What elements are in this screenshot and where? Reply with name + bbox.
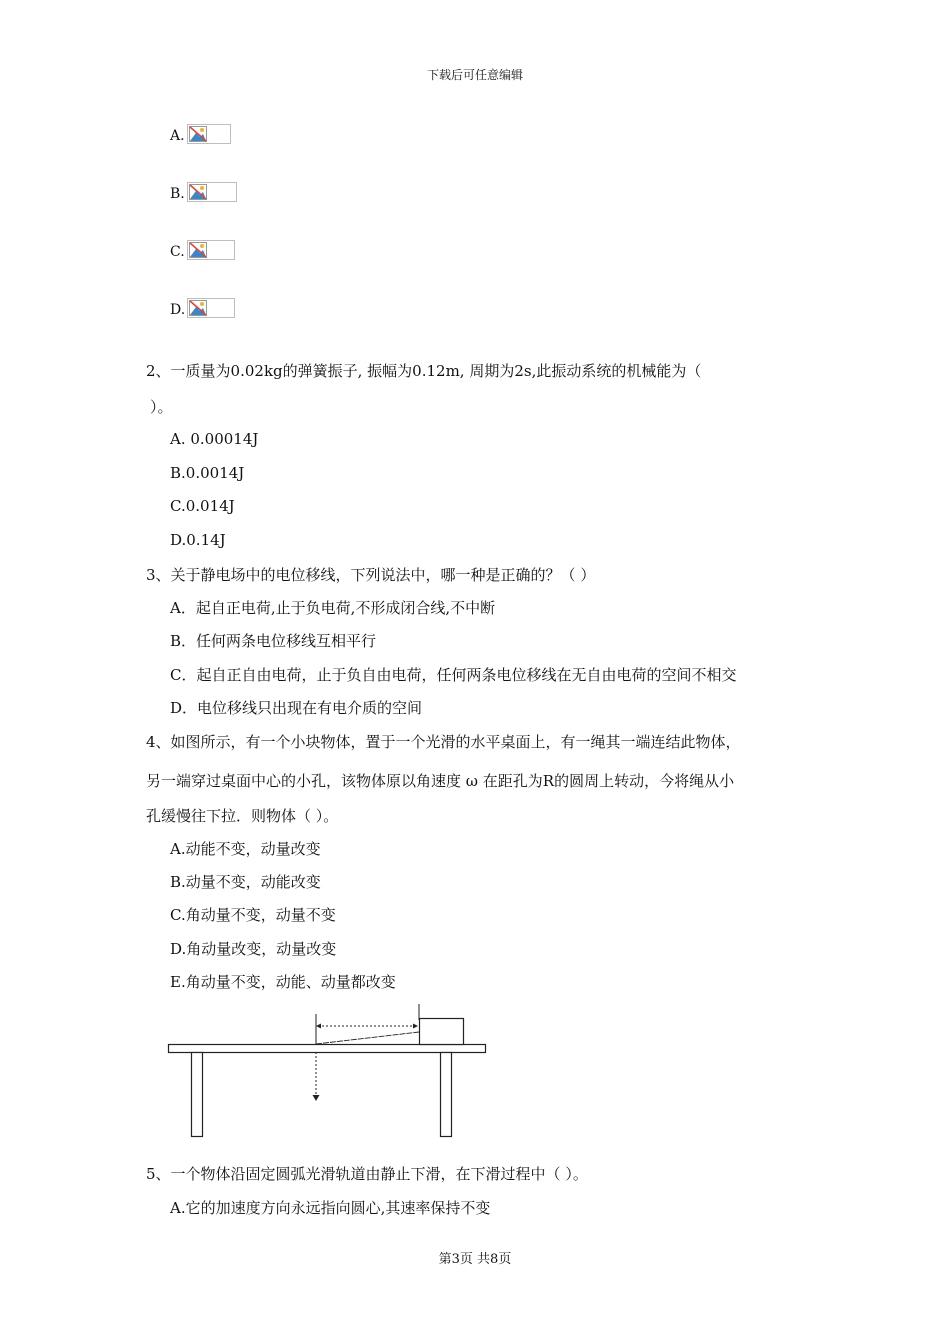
page-header: 下载后可任意编辑 <box>426 68 523 82</box>
q2-option-d: D.0.14J <box>170 531 226 549</box>
radius-arrowhead-left <box>316 1024 321 1029</box>
q5-option-a: A.它的加速度方向永远指向圆心,其速率保持不变 <box>170 1199 491 1217</box>
broken-image-icon <box>187 298 235 318</box>
q3-stem: 3、关于静电场中的电位移线，下列说法中，哪一种是正确的？（ ） <box>146 566 596 584</box>
q4-option-d: D.角动量改变，动量改变 <box>170 940 337 958</box>
option-label: B. <box>170 186 185 202</box>
radius-arrowhead-right <box>413 1024 418 1029</box>
q4-option-b: B.动量不变，动能改变 <box>170 873 321 891</box>
q2-stem-line2: ）。 <box>150 398 173 416</box>
table-leg-right <box>441 1053 452 1137</box>
page-footer: 第3页 共8页 <box>438 1252 512 1267</box>
pull-arrowhead <box>313 1095 320 1101</box>
q1-option-a <box>170 124 231 144</box>
q4-stem-line3: 孔缓慢往下拉．则物体（ ）。 <box>146 807 339 825</box>
q4-stem-line1: 4、如图所示，有一个小块物体，置于一个光滑的水平桌面上，有一绳其一端连结此物体， <box>146 733 741 751</box>
option-label: A. <box>170 128 185 144</box>
q2-stem-line1: 2、一质量为0.02kg的弹簧振子, 振幅为0.12m, 周期为2s,此振动系统的机械能为（ <box>146 362 702 380</box>
broken-image-icon <box>187 124 231 144</box>
q3-option-d: D．电位移线只出现在有电介质的空间 <box>170 699 423 717</box>
block <box>420 1019 464 1045</box>
q1-option-c <box>170 240 235 260</box>
option-label: D. <box>170 302 186 318</box>
q4-option-a: A.动能不变，动量改变 <box>170 840 321 858</box>
q2-option-c: C.0.014J <box>170 497 235 515</box>
tabletop <box>169 1045 486 1053</box>
table-diagram <box>160 1000 500 1142</box>
q1-option-d <box>170 298 235 318</box>
q2-option-b: B.0.0014J <box>170 464 245 482</box>
broken-image-icon <box>187 182 237 202</box>
q2-option-a: A. 0.00014J <box>170 430 259 448</box>
q4-option-e: E.角动量不变，动能、动量都改变 <box>170 973 396 991</box>
option-label: C. <box>170 244 185 260</box>
q3-option-b: B．任何两条电位移线互相平行 <box>170 632 377 650</box>
q4-stem-line2: 另一端穿过桌面中心的小孔，该物体原以角速度 ω 在距孔为R的圆周上转动，今将绳从小 <box>146 772 735 790</box>
broken-image-icon <box>187 240 235 260</box>
q3-option-c: C．起自正自由电荷，止于负自由电荷，任何两条电位移线在无自由电荷的空间不相交 <box>170 666 737 684</box>
q1-option-b <box>170 182 237 202</box>
table-leg-left <box>192 1053 203 1137</box>
q5-stem: 5、一个物体沿固定圆弧光滑轨道由静止下滑，在下滑过程中（ ）。 <box>146 1165 588 1183</box>
q3-option-a: A．起自正电荷,止于负电荷,不形成闭合线,不中断 <box>170 599 496 617</box>
q4-option-c: C.角动量不变，动量不变 <box>170 906 336 924</box>
string <box>316 1032 419 1044</box>
